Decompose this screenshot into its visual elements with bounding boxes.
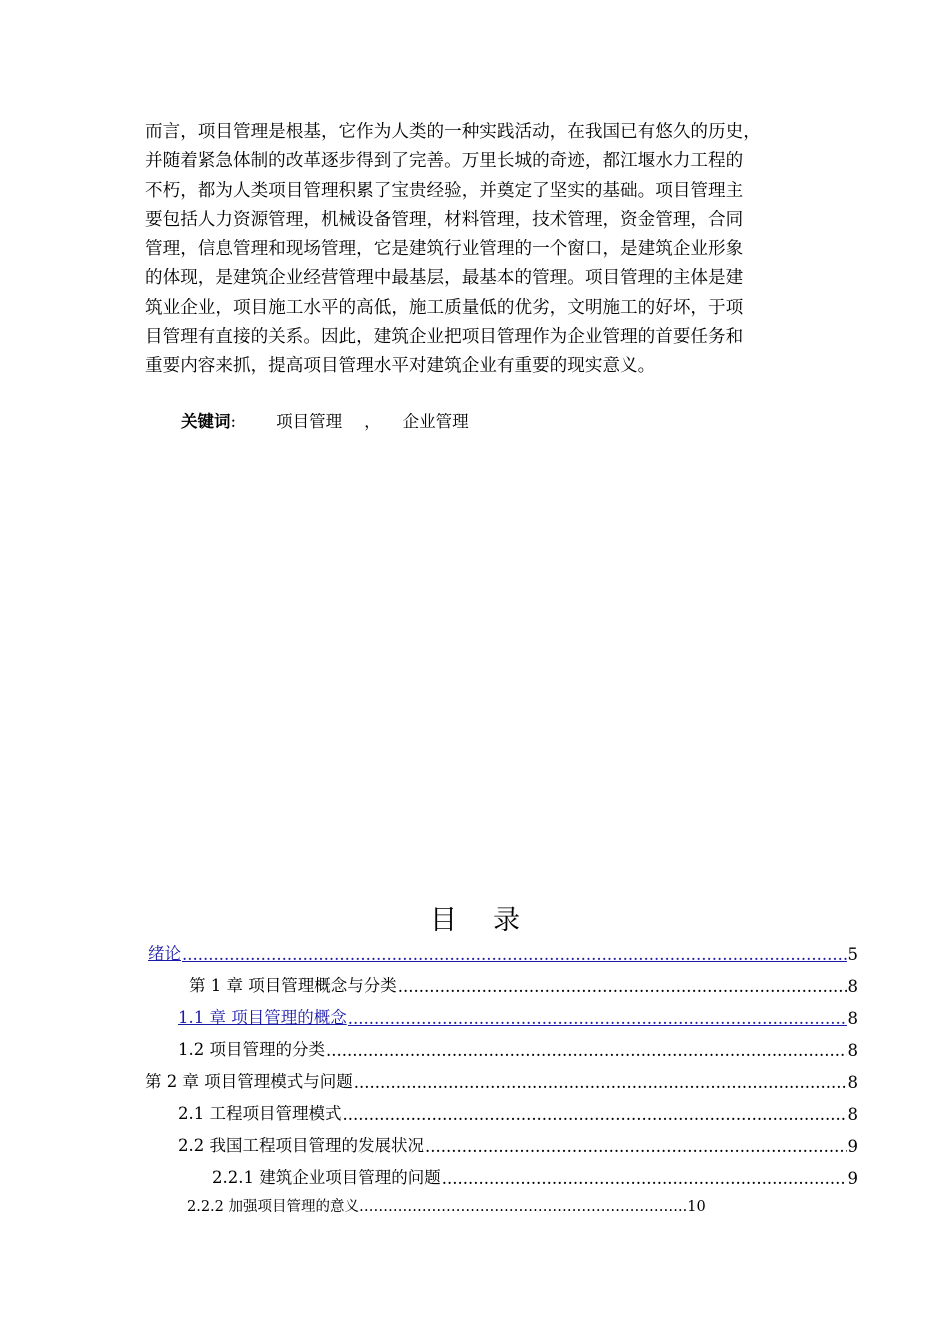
toc-leader-dots	[182, 945, 847, 964]
abstract-line: 并随着紧急体制的改革逐步得到了完善。万里长城的奇迹，都江堰水力工程的	[145, 151, 744, 172]
toc-entry-text: 1.1 章 项目管理的概念	[178, 1008, 347, 1027]
toc-entry-2-1[interactable]	[178, 1100, 858, 1124]
toc-entry-1-2[interactable]	[178, 1036, 858, 1060]
abstract-line: 管理，信息管理和现场管理，它是建筑行业管理的一个窗口，是建筑企业形象	[145, 239, 744, 260]
toc-leader-dots	[398, 977, 847, 996]
toc-entry-text: 2.1 工程项目管理模式	[178, 1104, 342, 1123]
abstract-line: 重要内容来抓，提高项目管理水平对建筑企业有重要的现实意义。	[145, 356, 656, 377]
abstract-line: 而言，项目管理是根基，它作为人类的一种实践活动，在我国已有悠久的历史，	[145, 122, 761, 142]
toc-entry-text: 2.2 我国工程项目管理的发展状况	[178, 1136, 424, 1155]
keyword-separator: ，	[364, 412, 381, 431]
toc-entry-text: 2.2.1 建筑企业项目管理的问题	[212, 1168, 441, 1187]
toc-leader-dots	[326, 1041, 847, 1060]
toc-leader-dots	[343, 1105, 847, 1124]
toc-entry-text: 第 2 章 项目管理模式与问题	[145, 1072, 353, 1091]
keywords-row	[181, 408, 469, 432]
toc-entry-2-2-2[interactable]	[187, 1195, 706, 1216]
keywords-colon: :	[230, 412, 237, 431]
abstract-line: 目管理有直接的关系。因此，建筑企业把项目管理作为企业管理的首要任务和	[145, 327, 744, 348]
toc-entry-text: 2.2.2 加强项目管理的意义	[187, 1199, 360, 1215]
toc-entry-2-2-1[interactable]	[212, 1164, 858, 1188]
toc-entry-text: 第 1 章 项目管理概念与分类	[189, 976, 397, 995]
abstract-line: 的体现，是建筑企业经营管理中最基层，最基本的管理。项目管理的主体是建	[145, 268, 744, 289]
toc-entry-text: 绪论	[148, 944, 181, 963]
toc-page-number: 9	[847, 1137, 858, 1156]
keyword-item: 企业管理	[402, 412, 469, 431]
toc-entry-1-1[interactable]	[178, 1004, 858, 1028]
toc-page-number: 8	[847, 977, 858, 996]
toc-page-number: 9	[847, 1169, 858, 1188]
toc-leader-dots	[354, 1073, 847, 1092]
toc-entry-chapter-1[interactable]	[189, 972, 858, 996]
toc-page-number: 8	[847, 1105, 858, 1124]
abstract-line: 要包括人力资源管理，机械设备管理，材料管理，技术管理，资金管理，合同	[145, 209, 744, 230]
toc-page-number: 5	[847, 945, 858, 964]
toc-leader-dots	[348, 1009, 847, 1028]
toc-page-number: 8	[847, 1073, 858, 1092]
abstract-line: 筑业企业，项目施工水平的高低，施工质量低的优劣，文明施工的好坏，于项	[145, 297, 744, 318]
toc-page-number: 8	[847, 1041, 858, 1060]
toc-leader-dots: …………………………………………………………..	[359, 1199, 688, 1215]
toc-leader-dots	[442, 1169, 847, 1188]
toc-entry-chapter-2[interactable]	[145, 1068, 858, 1092]
abstract-body	[145, 118, 805, 382]
toc-entry-text: 1.2 项目管理的分类	[178, 1040, 325, 1059]
toc-title: 目录	[430, 905, 556, 936]
toc-leader-dots	[425, 1137, 847, 1156]
keywords-label: 关键词	[181, 412, 231, 431]
toc-entry-introduction[interactable]	[148, 940, 858, 964]
abstract-line: 不朽，都为人类项目管理积累了宝贵经验，并奠定了坚实的基础。项目管理主	[145, 180, 744, 201]
toc-page-number: 10	[687, 1199, 706, 1215]
toc-entry-2-2[interactable]	[178, 1132, 858, 1156]
keyword-item: 项目管理	[276, 412, 343, 431]
toc-page-number: 8	[847, 1009, 858, 1028]
